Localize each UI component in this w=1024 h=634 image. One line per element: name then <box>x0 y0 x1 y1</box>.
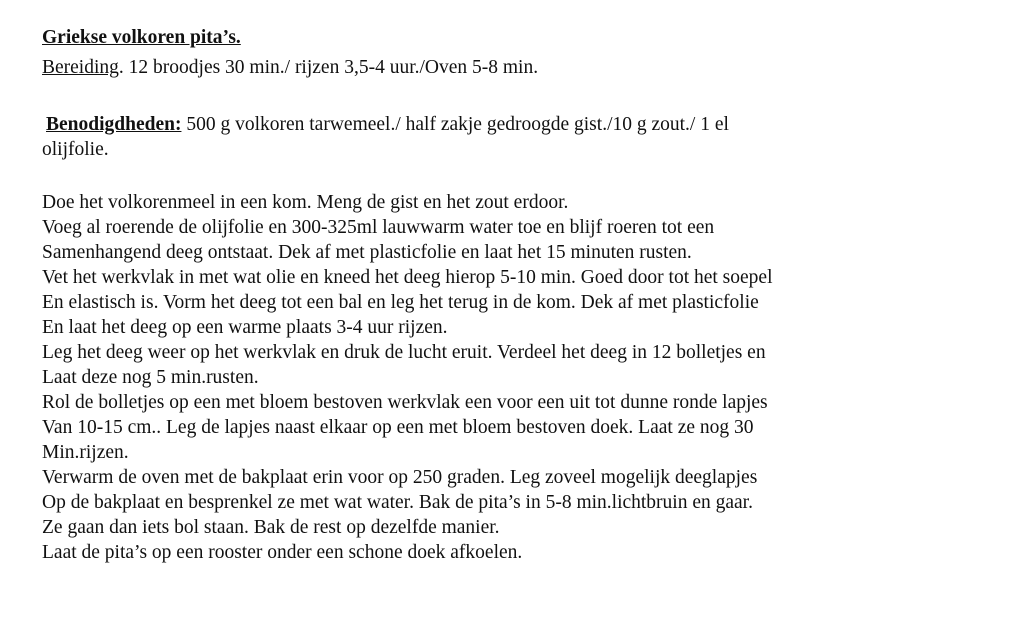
instruction-line: Ze gaan dan iets bol staan. Bak de rest op dezelfde manier. <box>42 517 500 538</box>
recipe-title: Griekse volkoren pita’s. <box>42 27 241 48</box>
ingredients-text-continued: olijfolie. <box>42 139 109 160</box>
instructions <box>42 190 773 565</box>
preparation-label: Bereiding <box>42 57 119 78</box>
instruction-line: Laat deze nog 5 min.rusten. <box>42 367 259 388</box>
instruction-line: Rol de bolletjes op een met bloem bestoven werkvlak een voor een uit tot dunne ronde lapjes <box>42 392 768 413</box>
instruction-line: Leg het deeg weer op het werkvlak en druk de lucht eruit. Verdeel het deeg in 12 bolletjes en <box>42 342 766 363</box>
instruction-line: Verwarm de oven met de bakplaat erin voor op 250 graden. Leg zoveel mogelijk deeglapjes <box>42 467 758 488</box>
preparation-line <box>42 56 538 80</box>
instruction-line: En laat het deeg op een warme plaats 3-4 uur rijzen. <box>42 317 448 338</box>
instruction-line: Laat de pita’s op een rooster onder een schone doek afkoelen. <box>42 542 523 563</box>
instruction-line: En elastisch is. Vorm het deeg tot een bal en leg het terug in de kom. Dek af met plasticfolie <box>42 292 759 313</box>
instruction-line: Doe het volkorenmeel in een kom. Meng de gist en het zout erdoor. <box>42 192 569 213</box>
instruction-line: Op de bakplaat en besprenkel ze met wat water. Bak de pita’s in 5-8 min.lichtbruin en gaar. <box>42 492 753 513</box>
ingredients-text: 500 g volkoren tarwemeel./ half zakje gedroogde gist./10 g zout./ 1 el <box>181 114 729 135</box>
preparation-text: . 12 broodjes 30 min./ rijzen 3,5-4 uur./Oven 5-8 min. <box>118 57 539 78</box>
instruction-line: Van 10-15 cm.. Leg de lapjes naast elkaar op een met bloem bestoven doek. Laat ze nog 30 <box>42 417 754 438</box>
instruction-line: Samenhangend deeg ontstaat. Dek af met plasticfolie en laat het 15 minuten rusten. <box>42 242 692 263</box>
instruction-line: Min.rijzen. <box>42 442 129 463</box>
instruction-line: Voeg al roerende de olijfolie en 300-325ml lauwwarm water toe en blijf roeren tot een <box>42 217 715 238</box>
instruction-line: Vet het werkvlak in met wat olie en kneed het deeg hierop 5-10 min. Goed door tot het soepel <box>42 267 773 288</box>
ingredients-line <box>42 113 729 137</box>
ingredients-label: Benodigdheden: <box>46 114 182 135</box>
